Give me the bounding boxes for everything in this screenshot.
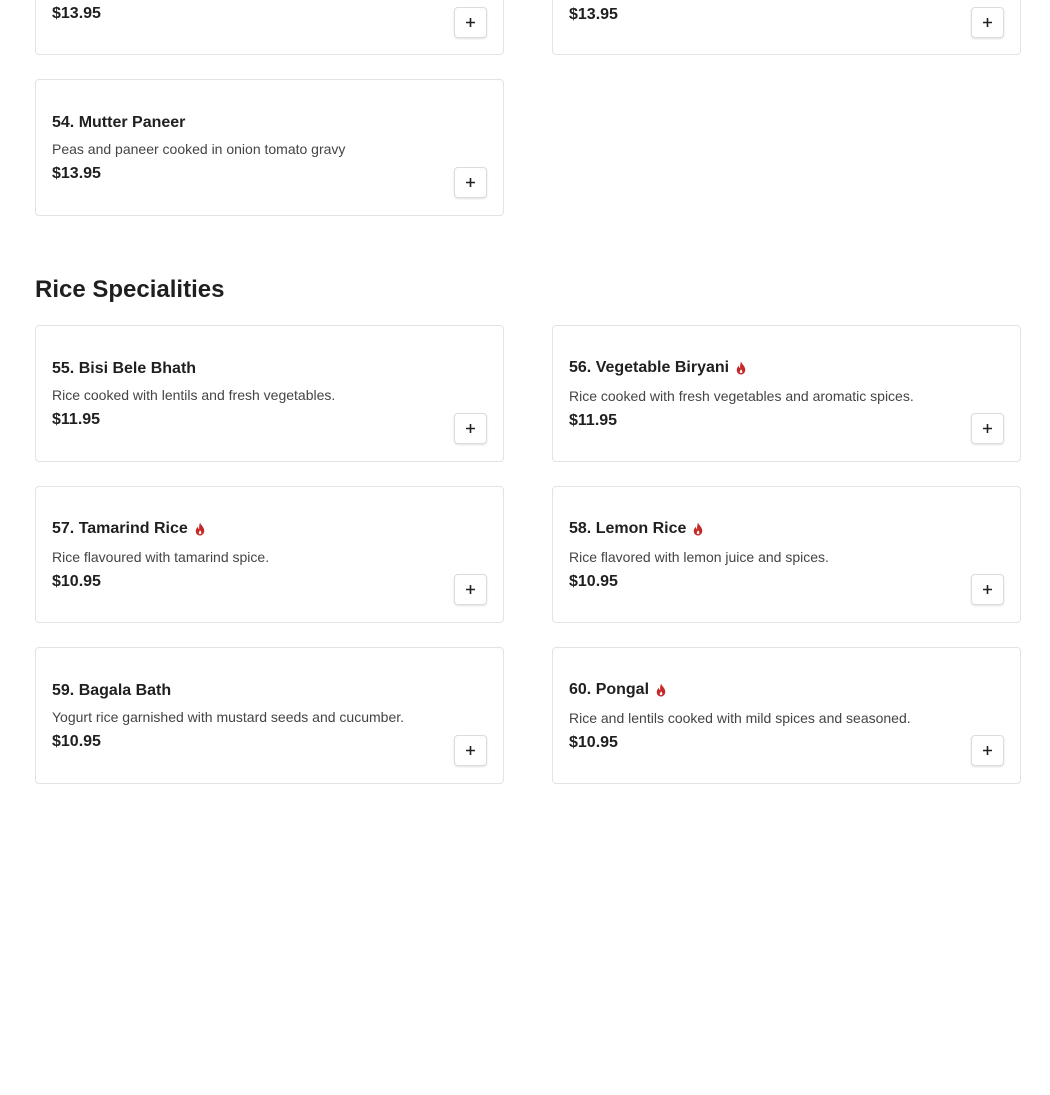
item-title-text: 57. Tamarind Rice: [52, 520, 188, 537]
item-price: $11.95: [52, 411, 101, 428]
item-title: [52, 360, 196, 378]
flame-icon: [735, 361, 747, 375]
item-price: $13.95: [52, 165, 101, 182]
menu-item-card[interactable]: [35, 486, 504, 623]
section-title: Rice Specialities: [35, 276, 225, 303]
plus-icon: [982, 17, 993, 28]
item-title-text: 58. Lemon Rice: [569, 520, 687, 537]
add-item-button[interactable]: [454, 574, 487, 605]
item-description: Peas and paneer cooked in onion tomato gravy: [52, 141, 346, 157]
plus-icon: [982, 584, 993, 595]
item-description: Rice flavored with lemon juice and spices.: [569, 549, 829, 565]
add-item-button[interactable]: [454, 7, 487, 38]
plus-icon: [465, 423, 476, 434]
item-price: $11.95: [569, 412, 618, 429]
plus-icon: [465, 745, 476, 756]
item-title-text: 56. Vegetable Biryani: [569, 359, 730, 376]
flame-icon: [655, 683, 667, 697]
item-price: $13.95: [52, 5, 101, 22]
item-description: Yogurt rice garnished with mustard seeds and cucumber.: [52, 709, 405, 725]
add-item-button[interactable]: [971, 413, 1004, 444]
item-price: $10.95: [52, 733, 101, 750]
menu-item-card[interactable]: [35, 79, 504, 216]
item-description: Rice and lentils cooked with mild spices and seasoned.: [569, 710, 911, 726]
item-title: [52, 114, 185, 132]
plus-icon: [465, 177, 476, 188]
item-description: Rice flavoured with tamarind spice.: [52, 549, 270, 565]
add-item-button[interactable]: [971, 735, 1004, 766]
add-item-button[interactable]: [454, 735, 487, 766]
item-title-text: 54. Mutter Paneer: [52, 114, 186, 131]
add-item-button[interactable]: [971, 7, 1004, 38]
menu-item-card[interactable]: [35, 647, 504, 784]
item-description: Rice cooked with fresh vegetables and aromatic spices.: [569, 388, 914, 404]
menu-item-card[interactable]: [35, 325, 504, 462]
menu-item-card[interactable]: [552, 325, 1021, 462]
item-title-text: 59. Bagala Bath: [52, 682, 172, 699]
item-title: [52, 520, 206, 538]
add-item-button[interactable]: [454, 413, 487, 444]
item-title: [569, 359, 747, 377]
plus-icon: [465, 17, 476, 28]
add-item-button[interactable]: [971, 574, 1004, 605]
item-price: $10.95: [569, 573, 618, 590]
flame-icon: [692, 522, 704, 536]
item-title-text: 55. Bisi Bele Bhath: [52, 360, 197, 377]
item-title: [569, 681, 667, 699]
item-price: $13.95: [569, 6, 618, 23]
menu-item-card[interactable]: [552, 0, 1021, 55]
plus-icon: [982, 423, 993, 434]
item-description: Rice cooked with lentils and fresh vegetables.: [52, 387, 336, 403]
item-price: $10.95: [52, 573, 101, 590]
item-title-text: 60. Pongal: [569, 681, 650, 698]
menu-item-card[interactable]: [35, 0, 504, 55]
plus-icon: [982, 745, 993, 756]
flame-icon: [194, 522, 206, 536]
plus-icon: [465, 584, 476, 595]
item-title: [52, 682, 171, 700]
item-title: [569, 520, 704, 538]
item-price: $10.95: [569, 734, 618, 751]
menu-item-card[interactable]: [552, 647, 1021, 784]
menu-item-card[interactable]: [552, 486, 1021, 623]
add-item-button[interactable]: [454, 167, 487, 198]
